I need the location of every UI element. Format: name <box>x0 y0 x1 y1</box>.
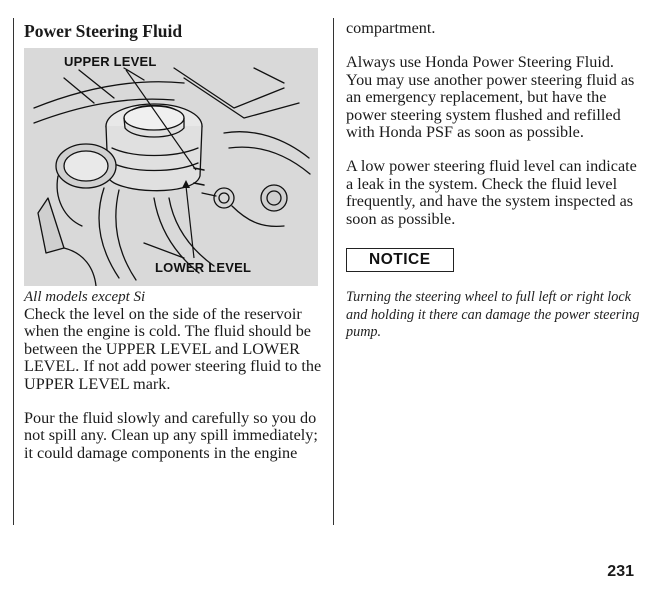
notice-text: Turning the steering wheel to full left or right lock and holding it there can damage the power steering pump. <box>346 289 640 341</box>
lower-level-label: LOWER LEVEL <box>155 260 252 275</box>
upper-level-label: UPPER LEVEL <box>64 54 157 69</box>
pour-fluid-paragraph: Pour the fluid slowly and carefully so you do not spill any. Clean up any spill immediately; it could damage components in the engine <box>24 409 318 462</box>
reservoir-illustration <box>24 48 318 286</box>
column-divider-rule <box>333 18 334 525</box>
figure-caption: All models except Si <box>24 289 146 305</box>
notice-label: NOTICE <box>346 248 454 272</box>
check-level-paragraph: Check the level on the side of the reservoir when the engine is cold. The fluid should be between the UPPER LEVEL and LOWER LEVEL. If not add power steering fluid to the UPPER LEVEL mark. <box>24 305 322 393</box>
section-heading: Power Steering Fluid <box>24 21 183 41</box>
honda-fluid-paragraph: Always use Honda Power Steering Fluid. You may use another power steering fluid as an emergency replacement, but have the power steering system flushed and refilled with Honda PSF as soon as possible. <box>346 53 635 142</box>
left-margin-rule <box>13 18 14 525</box>
page-number: 231 <box>607 563 634 580</box>
low-level-paragraph: A low power steering fluid level can indicate a leak in the system. Check the fluid level frequently, and have the system inspected as soon as possible. <box>346 157 637 228</box>
reservoir-drawing <box>24 48 318 286</box>
right-column <box>346 20 641 342</box>
continued-paragraph: compartment. <box>346 19 436 37</box>
left-column <box>24 20 324 462</box>
